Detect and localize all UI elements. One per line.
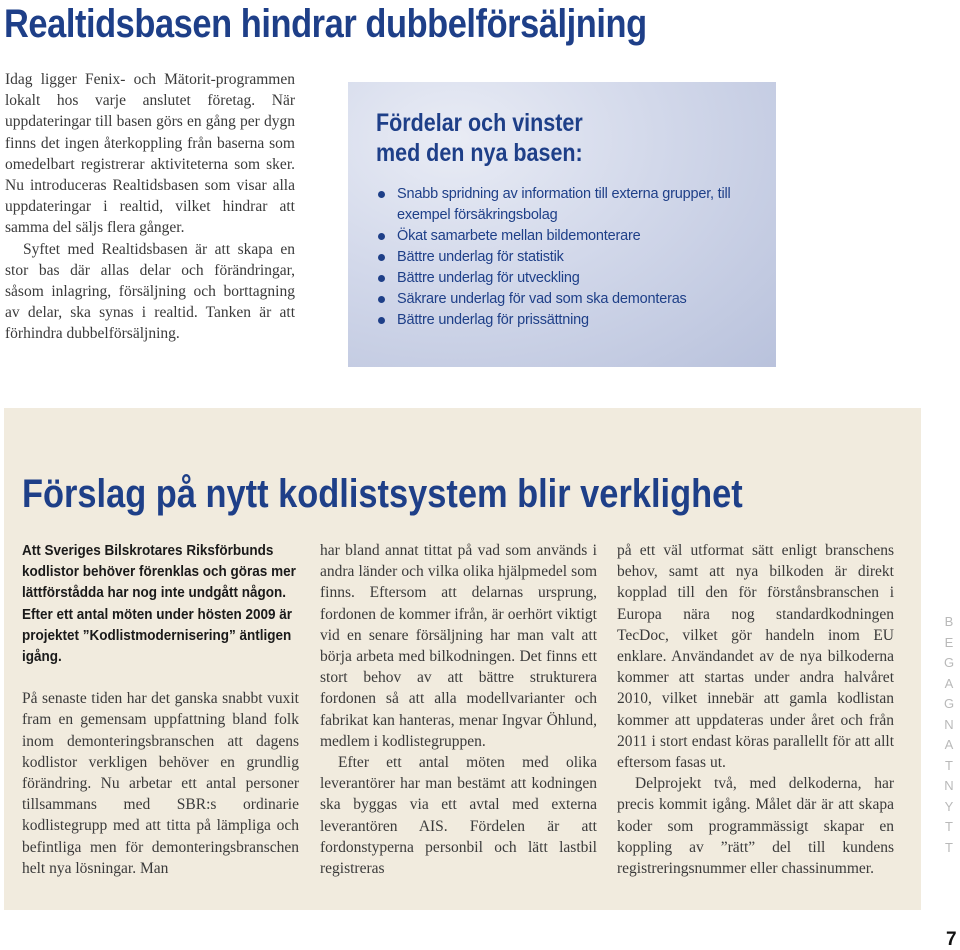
benefits-list [376, 184, 752, 331]
benefit-item [376, 289, 752, 310]
benefits-title-line-1: Fördelar och vinster [376, 109, 583, 137]
benefit-item [376, 310, 752, 331]
bullet-icon [378, 233, 385, 240]
intro-paragraph-2: Syftet med Realtidsbasen är att skapa en stor bas där allas delar och förändringar, såsom inlagring, försäljning och borttagning av delar, ska synas i realtid. Tanken är att förhindra dubbelförsäljning. [5, 240, 295, 343]
benefit-item [376, 226, 752, 247]
benefit-item [376, 268, 752, 289]
intro-column [5, 69, 295, 345]
page-headline: Realtidsbasen hindrar dubbelförsäljning [4, 2, 647, 46]
bullet-icon [378, 275, 385, 282]
bullet-icon [378, 296, 385, 303]
benefit-text: Ökat samarbete mellan bildemonterare [397, 228, 641, 244]
benefit-text: Bättre underlag för utveckling [397, 270, 580, 286]
article-lead: Att Sveriges Bilskrotares Riksförbunds kodlistor behöver förenklas och göras mer lättförstådda har nog inte undgått någon. Efter ett antal möten under hösten 2009 är projektet ”Kodlistmodernisering” äntligen igång. [22, 542, 296, 666]
benefit-text: Säkrare underlag för vad som ska demonteras [397, 291, 687, 307]
article-headline: Förslag på nytt kodlistsystem blir verklighet [22, 472, 743, 516]
page-number: 7 [946, 929, 957, 950]
benefit-item [376, 247, 752, 268]
benefits-box [348, 82, 776, 367]
article-column-3 [617, 540, 894, 879]
benefits-title [376, 108, 699, 168]
benefit-text: Snabb spridning av information till externa grupper, till exempel försäkringsbolag [397, 186, 731, 223]
article-paragraph: på ett väl utformat sätt enligt branschens behov, samt att nya bilkoden är direkt kopplad till den för förstånsbranschen i Europa nära nog standardkodningen TecDoc, vilket gör handeln inom EU enklare. Användandet av de nya bilkoderna kommer att startas under andra halvåret 2010, vilket innebär att gamla kodlistan kommer att uppdateras under året och från 2011 i stort endast köras parallellt för att allt eftersom fasas ut. [617, 542, 894, 772]
benefits-title-line-2: med den nya basen: [376, 139, 583, 167]
article-paragraph: har bland annat tittat på vad som används i andra länder och vilka olika hjälpmedel som finns. Eftersom att delarnas ursprung, fordonen de kommer ifrån, är oerhört viktigt vid en senare försäljning har man valt att börja arbeta med bilkodningen. Det finns ett stort behov av att bättre strukturera fordonen så att alla modellvarianter och fabrikat kan hanteras, menar Ingvar Öhlund, medlem i kodlistegruppen. [320, 542, 597, 750]
article-column-1 [22, 540, 299, 879]
intro-paragraph-1: Idag ligger Fenix- och Mätorit-programmen lokalt hos varje anslutet företag. När uppdateringar till basen görs en gång per dygn finns det ingen återkoppling från baserna som omedelbart registrerar aktiviteterna som sker. Nu introduceras Realtidsbasen som visar alla uppdateringar i realtid, vilket hindrar att samma del säljs flera gånger. [5, 71, 295, 237]
benefit-item [376, 184, 752, 226]
article-paragraph: Delprojekt två, med delkoderna, har precis kommit igång. Målet där är att skapa koder som programmässigt skapar en koppling av ”rätt” del till kundens registreringsnummer eller chassinummer. [617, 775, 894, 878]
bullet-icon [378, 191, 385, 198]
article-paragraph: På senaste tiden har det ganska snabbt vuxit fram en gemensam uppfattning bland folk inom demonteringsbranschen att dagens kodlistor verkligen behöver en grundlig förändring. Nu arbetar ett antal personer tillsammans med SBR:s ordinarie kodlistegrupp med att titta på lämpliga och befintliga men för demonteringsbranschen helt nya lösningar. Man [22, 690, 299, 877]
magazine-side-label: BEGAGNATNYTT [943, 614, 955, 855]
article-column-2 [320, 540, 597, 879]
bullet-icon [378, 317, 385, 324]
bullet-icon [378, 254, 385, 261]
benefit-text: Bättre underlag för prissättning [397, 312, 589, 328]
article-paragraph: Efter ett antal möten med olika leverantörer har man bestämt att kodningen ska byggas via ett avtal med externa leverantören AIS. Fördelen är att fordonstyperna personbil och lätt lastbil registreras [320, 754, 597, 878]
benefit-text: Bättre underlag för statistik [397, 249, 564, 265]
